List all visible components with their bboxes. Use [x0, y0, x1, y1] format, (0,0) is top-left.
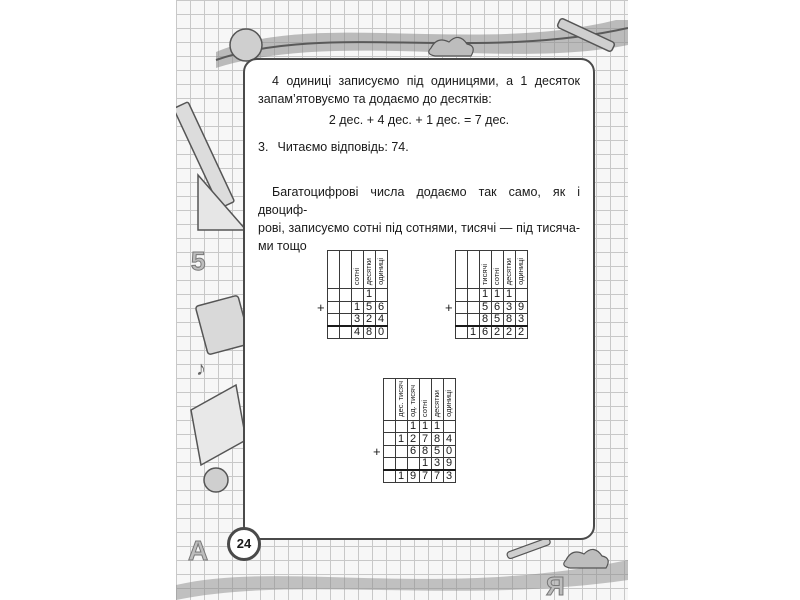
- carry-digit: 1: [479, 289, 491, 302]
- place-value-label: тисячі: [480, 263, 489, 285]
- sum-digit: [383, 470, 395, 483]
- rule-paragraph: [258, 183, 580, 255]
- letter-a-icon: А: [188, 535, 209, 566]
- step-text: Читаємо відповідь: 74.: [277, 140, 409, 154]
- digit-cell: [395, 458, 407, 471]
- paragraph2-line1: Багатоцифрові числа додаємо так само, як і двоциф-: [258, 185, 580, 217]
- digit-cell: [383, 433, 395, 446]
- paragraph1-line1: 4 одиниці записуємо під одиницями, а 1 десяток: [272, 74, 580, 88]
- digit-cell: 2: [363, 314, 375, 327]
- place-value-header: [491, 251, 503, 289]
- place-value-header: [455, 251, 467, 289]
- plus-sign: [443, 314, 455, 327]
- digit-cell: 0: [443, 445, 455, 458]
- carry-digit: [339, 289, 351, 302]
- carry-digit: 1: [407, 420, 419, 433]
- sum-digit: 2: [491, 326, 503, 339]
- place-value-header: [339, 251, 351, 289]
- digit-cell: [455, 301, 467, 314]
- sum-digit: 2: [503, 326, 515, 339]
- step-number: 3.: [258, 140, 269, 154]
- sum-row: [371, 470, 455, 483]
- place-value-label: десятки: [504, 257, 513, 285]
- music-note-icon: ♪: [196, 358, 206, 380]
- operand-row: [371, 458, 455, 471]
- digit-cell: 3: [351, 314, 363, 327]
- place-value-label: десятки: [432, 389, 441, 417]
- plus-sign: [315, 314, 327, 327]
- operand-row: [371, 433, 455, 446]
- header-row: [443, 251, 527, 289]
- place-value-header: [467, 251, 479, 289]
- paragraph1-line2: запам’ятовуємо та додаємо до десятків:: [258, 92, 492, 106]
- digit-cell: 2: [407, 433, 419, 446]
- plus-sign: [315, 326, 327, 339]
- operand-row: [315, 314, 387, 327]
- paragraph2-line2: рові, записуємо сотні під сотнями, тисячі — під тисяча-: [258, 221, 580, 235]
- sum-digit: 1: [467, 326, 479, 339]
- carry-row: [443, 289, 527, 302]
- place-value-header: [363, 251, 375, 289]
- digit-cell: 6: [491, 301, 503, 314]
- page-number: 24: [227, 527, 261, 561]
- book-icon: [191, 385, 246, 465]
- carry-digit: [351, 289, 363, 302]
- palette-icon: [230, 29, 262, 61]
- carry-digit: [455, 289, 467, 302]
- sum-digit: 4: [351, 326, 363, 339]
- digit-cell: [383, 458, 395, 471]
- carry-digit: [467, 289, 479, 302]
- sum-digit: [455, 326, 467, 339]
- sum-digit: [327, 326, 339, 339]
- sum-digit: 7: [419, 470, 431, 483]
- plus-sign: [371, 420, 383, 433]
- header-row: [315, 251, 387, 289]
- carry-digit: 1: [363, 289, 375, 302]
- place-value-header: [327, 251, 339, 289]
- carry-digit: [375, 289, 387, 302]
- number-five-icon: 5: [191, 246, 206, 276]
- sum-digit: 7: [431, 470, 443, 483]
- digit-cell: 8: [503, 314, 515, 327]
- place-value-label: одиниці: [376, 258, 385, 285]
- digit-cell: 1: [351, 301, 363, 314]
- digit-cell: 4: [375, 314, 387, 327]
- digit-cell: 4: [443, 433, 455, 446]
- carry-digit: [443, 420, 455, 433]
- digit-cell: 8: [419, 445, 431, 458]
- carry-row: [371, 420, 455, 433]
- place-value-label: дес. тисяч: [396, 381, 405, 417]
- carry-digit: [327, 289, 339, 302]
- place-value-header: [419, 379, 431, 421]
- sum-digit: 6: [479, 326, 491, 339]
- place-value-header: [443, 379, 455, 421]
- place-value-header: [479, 251, 491, 289]
- plus-sign: [371, 379, 383, 421]
- place-value-label: сотні: [492, 267, 501, 285]
- addition-table-1: [315, 250, 388, 339]
- digit-cell: [395, 445, 407, 458]
- step-three: [258, 138, 578, 156]
- plus-sign: [371, 470, 383, 483]
- digit-cell: 5: [491, 314, 503, 327]
- digit-cell: [339, 314, 351, 327]
- place-value-header: [383, 379, 395, 421]
- place-value-header: [407, 379, 419, 421]
- plus-sign: [443, 251, 455, 289]
- plus-sign: +: [316, 299, 325, 315]
- plus-sign: +: [372, 444, 381, 460]
- sum-row: [443, 326, 527, 339]
- plus-sign: +: [444, 299, 453, 315]
- carry-digit: 1: [503, 289, 515, 302]
- header-row: [371, 379, 455, 421]
- sum-digit: 1: [395, 470, 407, 483]
- digit-cell: [407, 458, 419, 471]
- place-value-header: [395, 379, 407, 421]
- sum-digit: 9: [407, 470, 419, 483]
- carry-digit: [383, 420, 395, 433]
- digit-cell: 3: [503, 301, 515, 314]
- digit-cell: 5: [479, 301, 491, 314]
- operand-row: [443, 301, 527, 314]
- place-value-header: [503, 251, 515, 289]
- digit-cell: 7: [419, 433, 431, 446]
- letter-ya-icon: Я: [546, 571, 565, 600]
- sum-row: [315, 326, 387, 339]
- place-value-label: сотні: [420, 399, 429, 417]
- operand-row: [443, 314, 527, 327]
- digit-cell: 9: [515, 301, 527, 314]
- digit-cell: [339, 301, 351, 314]
- sum-digit: [339, 326, 351, 339]
- digit-cell: 3: [431, 458, 443, 471]
- digit-cell: 1: [395, 433, 407, 446]
- digit-cell: 5: [363, 301, 375, 314]
- digit-cell: [455, 314, 467, 327]
- digit-cell: 1: [419, 458, 431, 471]
- operand-row: [371, 445, 455, 458]
- digit-cell: [467, 301, 479, 314]
- place-value-header: [431, 379, 443, 421]
- carry-row: [315, 289, 387, 302]
- sum-digit: 0: [375, 326, 387, 339]
- explanation-paragraph: [258, 72, 580, 108]
- carry-digit: [515, 289, 527, 302]
- carry-digit: [395, 420, 407, 433]
- digit-cell: 6: [375, 301, 387, 314]
- place-value-header: [375, 251, 387, 289]
- digit-cell: 8: [431, 433, 443, 446]
- pen-icon: [506, 537, 551, 559]
- digit-cell: 5: [431, 445, 443, 458]
- place-value-label: од. тисяч: [408, 384, 417, 417]
- digit-cell: 8: [479, 314, 491, 327]
- plus-sign: [443, 326, 455, 339]
- digit-cell: 9: [443, 458, 455, 471]
- operand-row: [315, 301, 387, 314]
- digit-cell: 3: [515, 314, 527, 327]
- carry-digit: 1: [491, 289, 503, 302]
- carry-digit: 1: [431, 420, 443, 433]
- plus-sign: [371, 458, 383, 471]
- digit-cell: [327, 314, 339, 327]
- digit-cell: 6: [407, 445, 419, 458]
- paragraph2-line3: ми тощо: [258, 239, 307, 253]
- tens-equation: 2 дес. + 4 дес. + 1 дес. = 7 дес.: [328, 113, 510, 127]
- plus-sign: [315, 251, 327, 289]
- digit-cell: [467, 314, 479, 327]
- place-value-header: [515, 251, 527, 289]
- sum-digit: 3: [443, 470, 455, 483]
- addition-table-3: [371, 378, 456, 483]
- addition-table-2: [443, 250, 528, 339]
- carry-digit: 1: [419, 420, 431, 433]
- place-value-label: десятки: [364, 257, 373, 285]
- place-value-header: [351, 251, 363, 289]
- lamp-icon: [204, 468, 228, 492]
- cloud-icon-bottom: [564, 549, 609, 568]
- digit-cell: [327, 301, 339, 314]
- place-value-label: одиниці: [444, 389, 453, 417]
- digit-cell: [383, 445, 395, 458]
- place-value-label: одиниці: [516, 258, 525, 285]
- sum-digit: 8: [363, 326, 375, 339]
- place-value-label: сотні: [352, 267, 361, 285]
- sum-digit: 2: [515, 326, 527, 339]
